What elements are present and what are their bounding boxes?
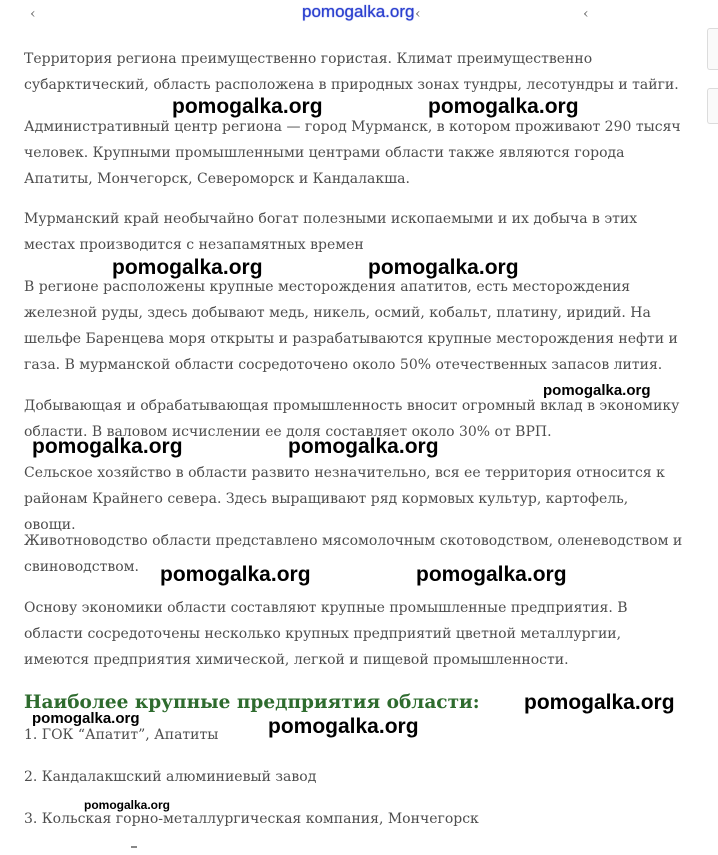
paragraph-deposits: В регионе расположены крупные месторождения апатитов, есть месторождения железной руды, здесь добывают медь, никель, осмий, кобальт, платину, иридий. На шельфе Баренцева моря открыты и разрабатываются крупные месторождения нефти и газа. В мурманской области сосредоточено около 50% отечественных запасов лития. xyxy=(24,279,678,373)
side-panel-edge xyxy=(707,28,718,70)
paragraph-territory: Территория региона преимущественно гористая. Климат преимущественно субарктический, область расположена в природных зонах тундры, лесотундры и тайги. xyxy=(24,51,679,93)
paragraph-agriculture: Сельское хозяйство в области развито незначительно, вся ее территория относится к районам Крайнего севера. Здесь выращивают ряд кормовых культур, картофель, овощи. xyxy=(24,465,665,533)
watermark: pomogalka.org xyxy=(160,563,311,586)
list-item: 3. Кольская горно-металлургическая компания, Мончегорск xyxy=(24,811,479,827)
watermark: pomogalka.org xyxy=(524,691,675,714)
top-edge-fragment: ‹ xyxy=(583,6,589,22)
watermark: pomogalka.org xyxy=(268,715,419,738)
watermark: pomogalka.org xyxy=(368,256,519,279)
paragraph-admin-center: Административный центр региона — город Мурманск, в котором проживают 290 тысяч человек. Крупными промышленными центрами области также являются города Апатиты, Мончегорск, Североморск и Кандалакша. xyxy=(24,119,681,187)
bottom-edge-fragment xyxy=(131,846,137,851)
watermark: pomogalka.org xyxy=(32,435,183,458)
paragraph-economy: Основу экономики области составляют крупные промышленные предприятия. В области сосредоточены несколько крупных предприятий цветной металлургии, имеются предприятия химической, легкой и пищевой промышленности. xyxy=(24,600,628,668)
watermark: pomogalka.org xyxy=(32,710,140,727)
watermark: pomogalka.org xyxy=(112,256,263,279)
watermark: pomogalka.org xyxy=(172,95,323,118)
paragraph-industry: Добывающая и обрабатывающая промышленность вносит огромный вклад в экономику области. В валовом исчислении ее доля составляет около 30% от ВРП. xyxy=(24,398,680,440)
paragraph-livestock: Животноводство области представлено мясомолочным скотоводством, оленеводством и свиноводством. xyxy=(24,533,683,575)
watermark: pomogalka.org xyxy=(84,798,171,812)
watermark: pomogalka.org xyxy=(416,563,567,586)
watermark: pomogalka.org xyxy=(543,382,651,399)
side-panel-edge xyxy=(707,88,718,124)
top-edge-fragment: ‹ xyxy=(415,6,421,22)
list-item: 2. Кандалакшский алюминиевый завод xyxy=(24,769,317,785)
watermark-top: pomogalka.org xyxy=(302,2,415,21)
top-edge-fragment: ‹ xyxy=(30,6,36,22)
watermark: pomogalka.org xyxy=(428,95,579,118)
watermark: pomogalka.org xyxy=(288,435,439,458)
paragraph-minerals: Мурманский край необычайно богат полезными ископаемыми и их добыча в этих местах производится с незапамятных времен xyxy=(24,211,638,253)
section-heading: Наиболее крупные предприятия области: xyxy=(24,692,480,713)
list-item: 1. ГОК “Апатит”, Апатиты xyxy=(24,727,219,743)
